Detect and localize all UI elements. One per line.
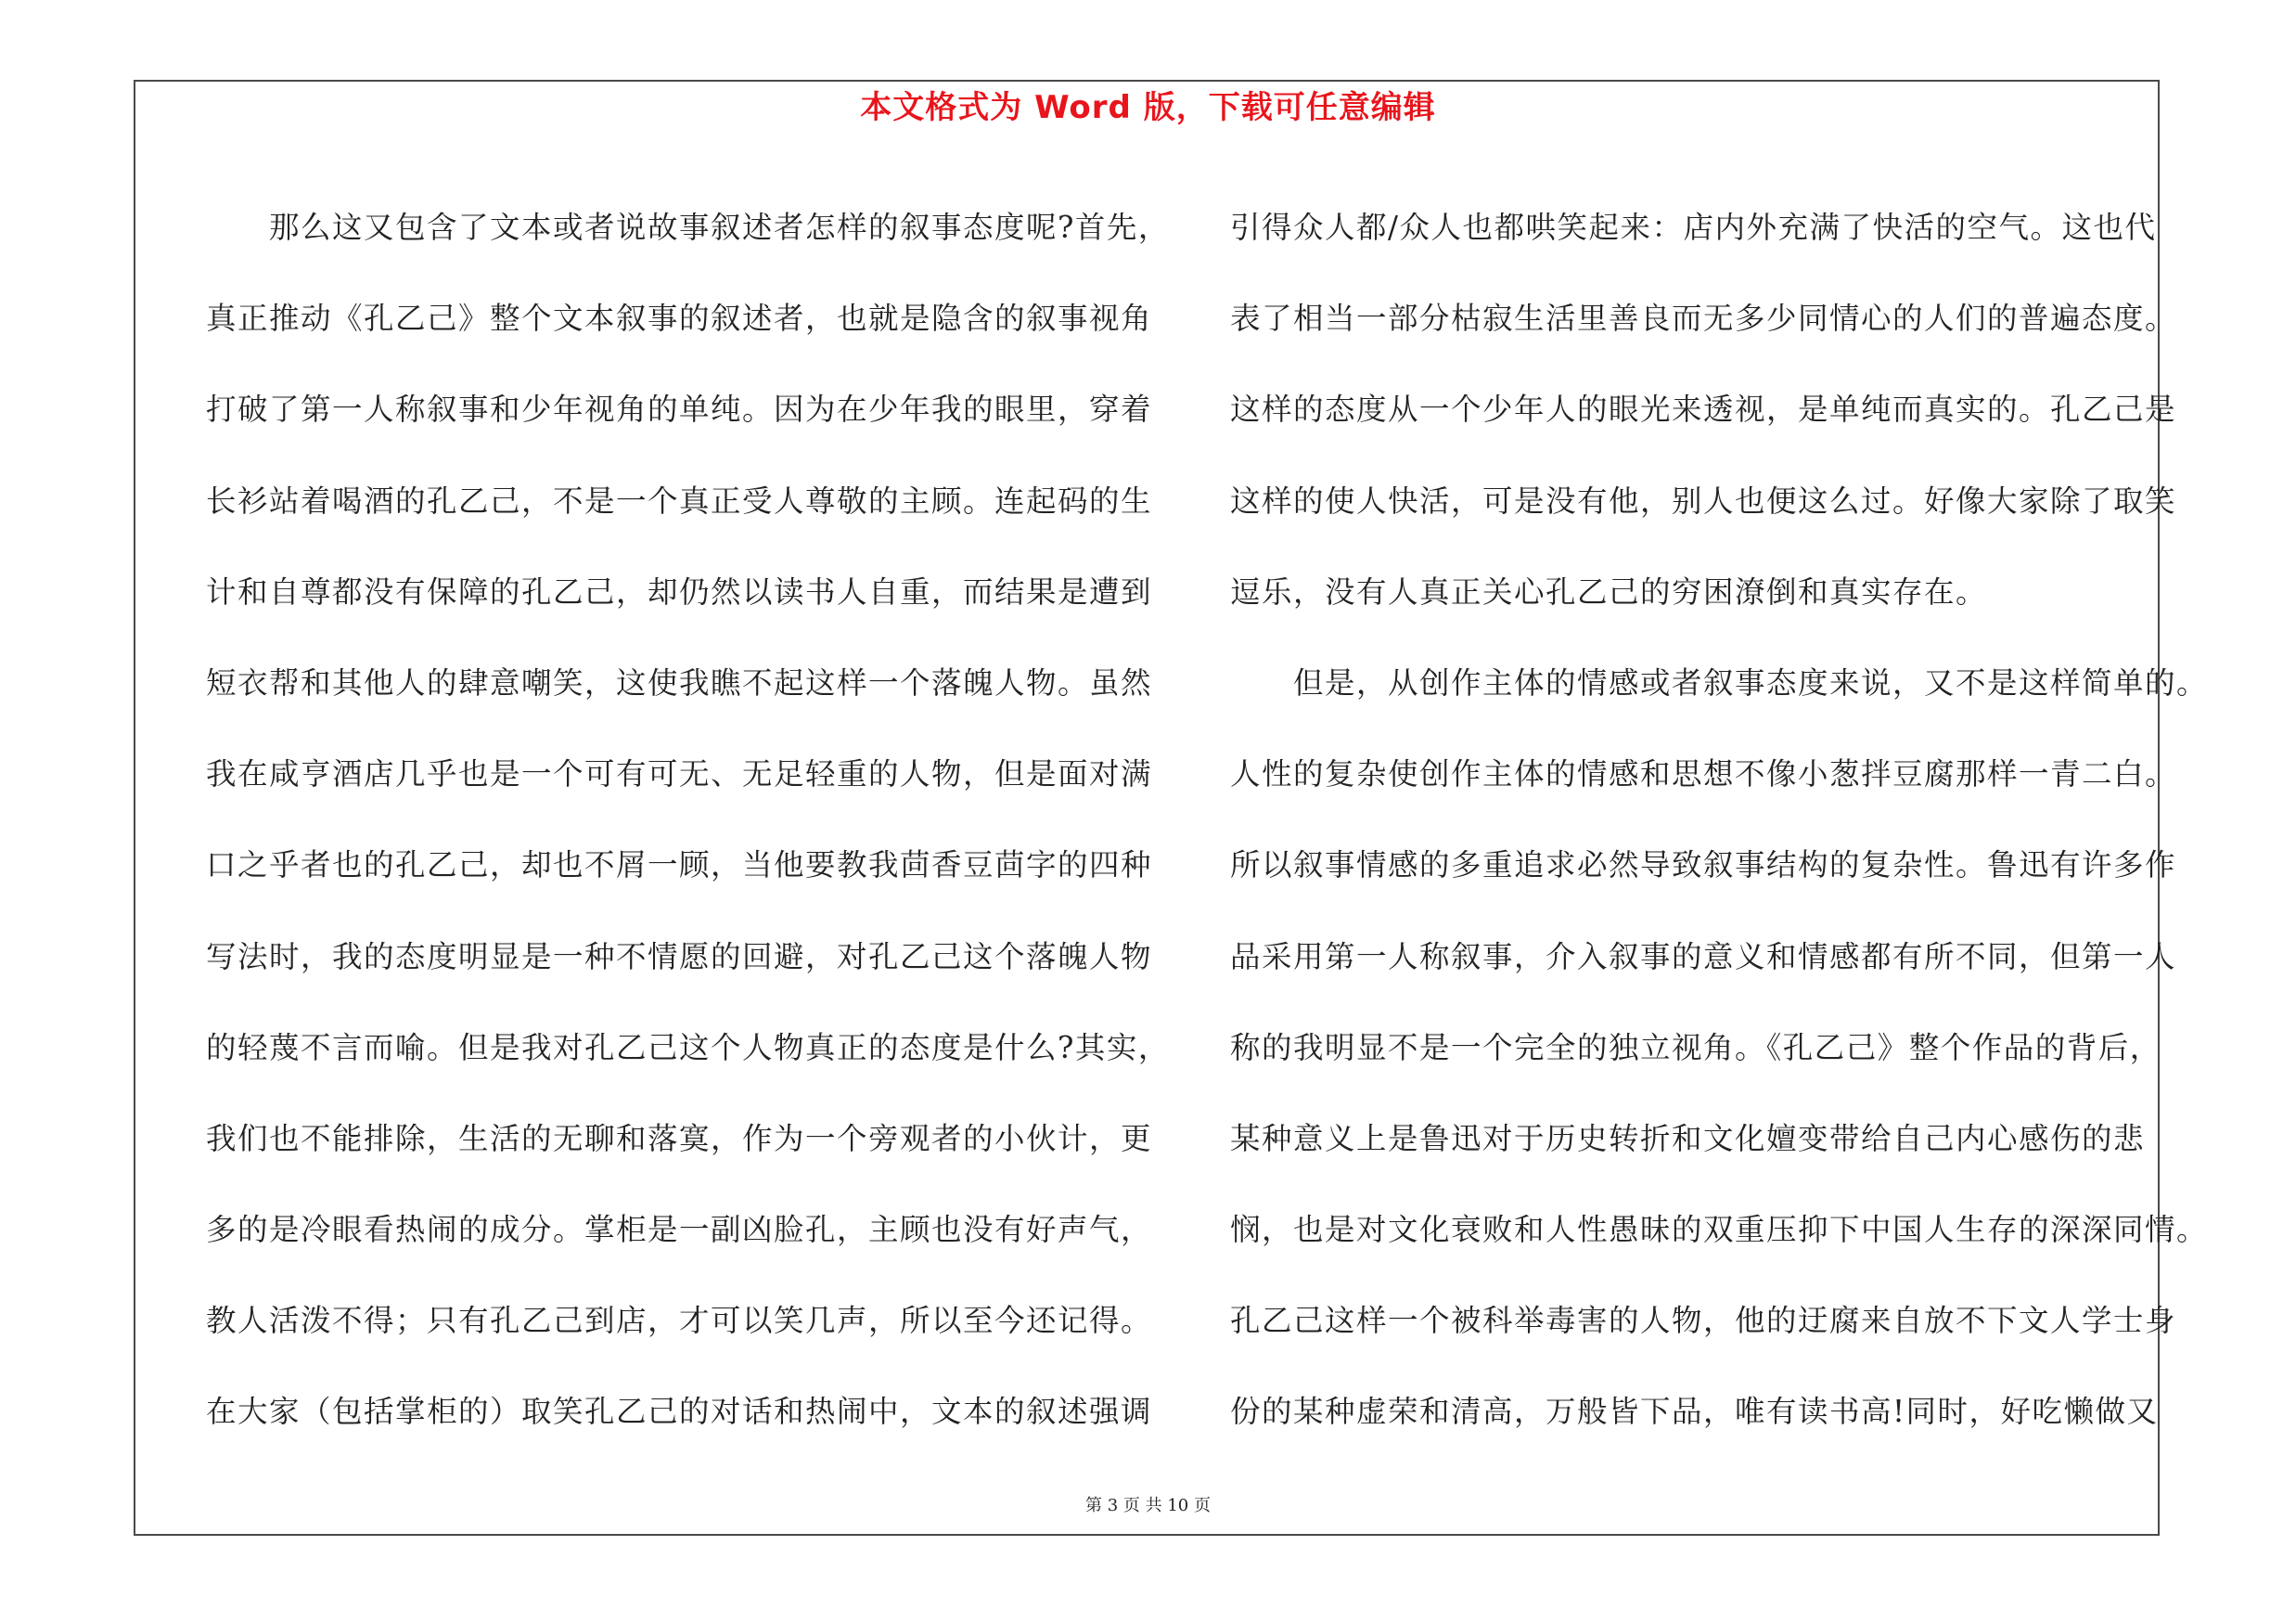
text-line: 这样的态度从一个少年人的眼光来透视，是单纯而真实的。孔乙己是 <box>1230 392 2177 428</box>
text-line: 但是，从创作主体的情感或者叙事态度来说，又不是这样简单的。 <box>1230 664 2209 701</box>
page-number-footer: 第 3 页 共 10 页 <box>1085 1496 1211 1515</box>
text-line: 口之乎者也的孔乙己，却也不屑一顾，当他要教我茴香豆茴字的四种 <box>206 847 1153 883</box>
text-line: 短衣帮和其他人的肆意嘲笑，这使我瞧不起这样一个落魄人物。虽然 <box>206 664 1153 701</box>
text-line: 品采用第一人称叙事，介入叙事的意义和情感都有所不同，但第一人 <box>1230 938 2177 974</box>
text-line: 称的我明显不是一个完全的独立视角。《孔乙己》整个作品的背后， <box>1230 1029 2161 1065</box>
text-line: 表了相当一部分枯寂生活里善良而无多少同情心的人们的普遍态度。 <box>1230 301 2177 337</box>
text-line: 引得众人都/众人也都哄笑起来：店内外充满了快活的空气。这也代 <box>1230 210 2157 245</box>
text-line: 教人活泼不得；只有孔乙己到店，才可以笑几声，所以至今还记得。 <box>206 1303 1153 1339</box>
text-line: 多的是冷眼看热闹的成分。掌柜是一副凶脸孔，主顾也没有好声气， <box>206 1212 1153 1248</box>
text-line: 计和自尊都没有保障的孔乙己，却仍然以读书人自重，而结果是遭到 <box>206 573 1153 610</box>
text-line: 的轻蔑不言而喻。但是我对孔乙己这个人物真正的态度是什么?其实， <box>206 1029 1170 1065</box>
text-line: 份的某种虚荣和清高，万般皆下品，唯有读书高!同时，好吃懒做又 <box>1230 1394 2159 1430</box>
text-line: 那么这又包含了文本或者说故事叙述者怎样的叙事态度呢?首先， <box>206 210 1170 245</box>
text-line: 我在咸亨酒店几乎也是一个可有可无、无足轻重的人物，但是面对满 <box>206 756 1153 792</box>
text-line: 写法时，我的态度明显是一种不情愿的回避，对孔乙己这个落魄人物 <box>206 938 1153 974</box>
text-line: 悯，也是对文化衰败和人性愚昧的双重压抑下中国人生存的深深同情。 <box>1230 1212 2209 1248</box>
left-column <box>206 182 1170 1458</box>
text-line: 所以叙事情感的多重追求必然导致叙事结构的复杂性。鲁迅有许多作 <box>1230 847 2177 883</box>
text-line: 我们也不能排除，生活的无聊和落寞，作为一个旁观者的小伙计，更 <box>206 1120 1153 1156</box>
text-line: 逗乐，没有人真正关心孔乙己的穷困潦倒和真实存在。 <box>1230 573 1988 610</box>
text-line: 长衫站着喝酒的孔乙己，不是一个真正受人尊敬的主顾。连起码的生 <box>206 483 1153 519</box>
text-line: 人性的复杂使创作主体的情感和思想不像小葱拌豆腐那样一青二白。 <box>1230 756 2177 792</box>
header-banner: 本文格式为 Word 版，下载可任意编辑 <box>860 89 1436 126</box>
right-column <box>1230 182 2209 1458</box>
text-line: 在大家（包括掌柜的）取笑孔乙己的对话和热闹中，文本的叙述强调 <box>206 1394 1153 1430</box>
text-line: 这样的使人快活，可是没有他，别人也便这么过。好像大家除了取笑 <box>1230 483 2177 519</box>
text-line: 真正推动《孔乙己》整个文本叙事的叙述者，也就是隐含的叙事视角 <box>206 301 1153 337</box>
text-line: 孔乙己这样一个被科举毒害的人物，他的迂腐来自放不下文人学士身 <box>1230 1303 2177 1339</box>
text-line: 某种意义上是鲁迅对于历史转折和文化嬗变带给自己内心感伤的悲 <box>1230 1120 2146 1156</box>
text-line: 打破了第一人称叙事和少年视角的单纯。因为在少年我的眼里，穿着 <box>206 392 1153 428</box>
